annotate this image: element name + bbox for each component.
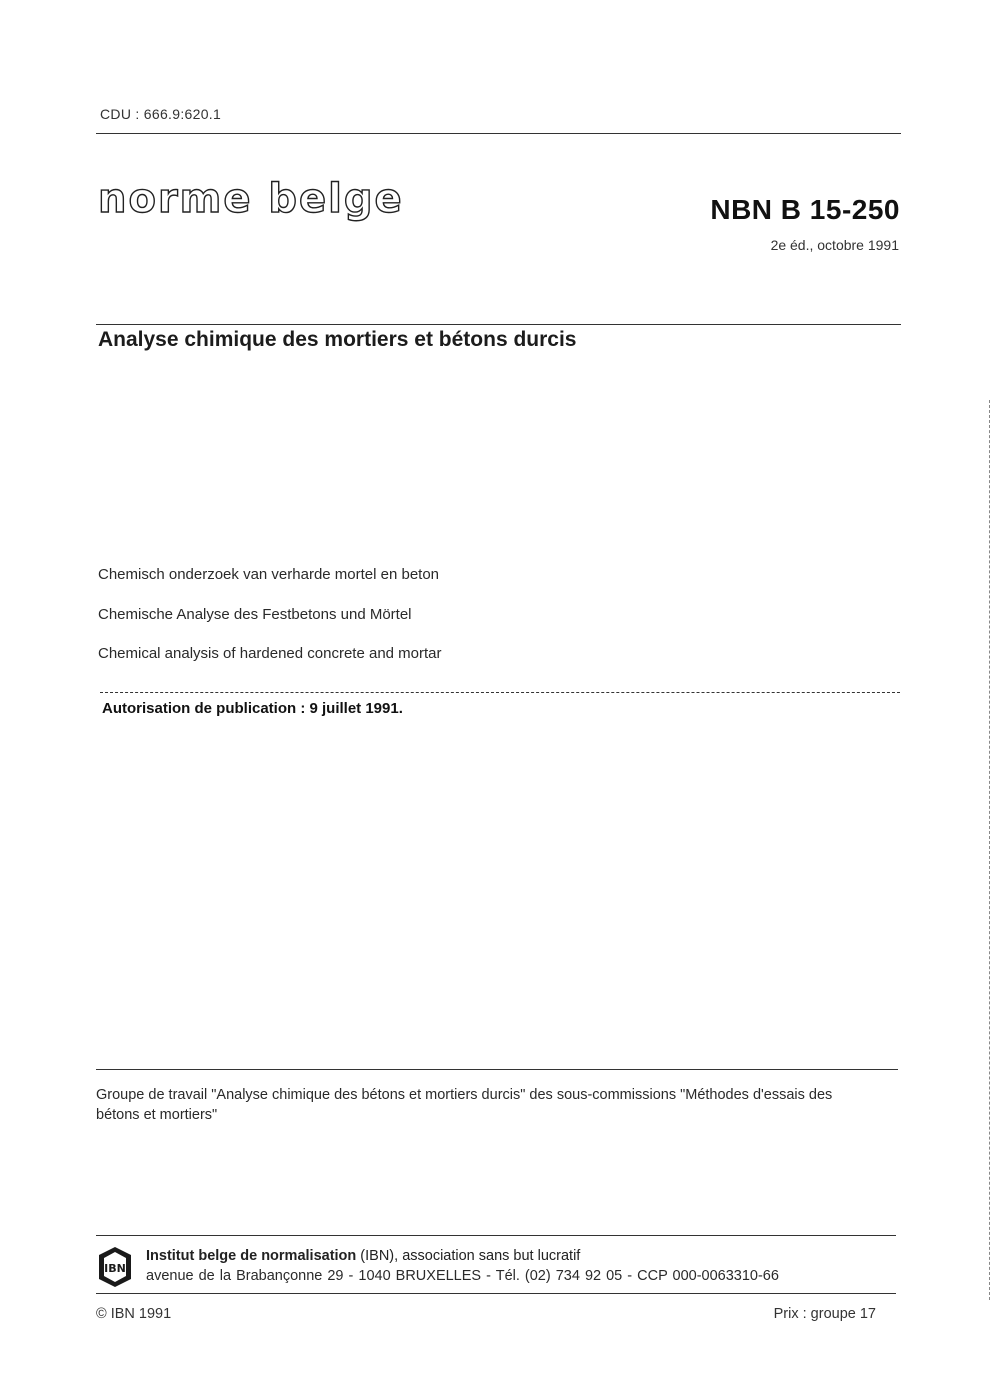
translation-dutch: Chemisch onderzoek van verharde mortel en beton [98, 566, 440, 583]
translation-english: Chemical analysis of hardened concrete and mortar [98, 645, 442, 662]
title-rule [96, 324, 901, 325]
translation-german: Chemische Analyse des Festbetons und Mörtel [98, 606, 412, 623]
document-title: Analyse chimique des mortiers et bétons durcis [98, 328, 577, 351]
footer-rule-bottom [96, 1293, 896, 1294]
institute-line [146, 1248, 580, 1264]
standard-code: NBN B 15-250 [710, 194, 900, 225]
header-rule [96, 133, 901, 134]
edition-date: 2e éd., octobre 1991 [770, 237, 899, 253]
ibn-logo-icon [98, 1246, 132, 1288]
scan-margin-edge [989, 400, 990, 1300]
working-group: Groupe de travail "Analyse chimique des bétons et mortiers durcis" des sous-commissions "Méthodes d'essais des bétons et mortiers" [96, 1087, 833, 1123]
institute-address: avenue de la Brabançonne 29 - 1040 BRUXELLES - Tél. (02) 734 92 05 - CCP 000-0063310-66 [146, 1268, 779, 1284]
brand-title: norme belge [98, 176, 404, 222]
publication-authorization: Autorisation de publication : 9 juillet 1991. [102, 700, 403, 717]
ibn-logo-text: IBN [104, 1262, 126, 1275]
price-group: Prix : groupe 17 [773, 1306, 876, 1322]
authorization-rule [100, 692, 900, 693]
cdu-classification: CDU : 666.9:620.1 [100, 106, 222, 122]
institute-name: Institut belge de normalisation [146, 1248, 357, 1264]
copyright: © IBN 1991 [96, 1306, 172, 1322]
institute-description: (IBN), association sans but lucratif [356, 1248, 581, 1264]
footer-rule-top [96, 1235, 896, 1236]
working-group-rule [96, 1069, 898, 1070]
